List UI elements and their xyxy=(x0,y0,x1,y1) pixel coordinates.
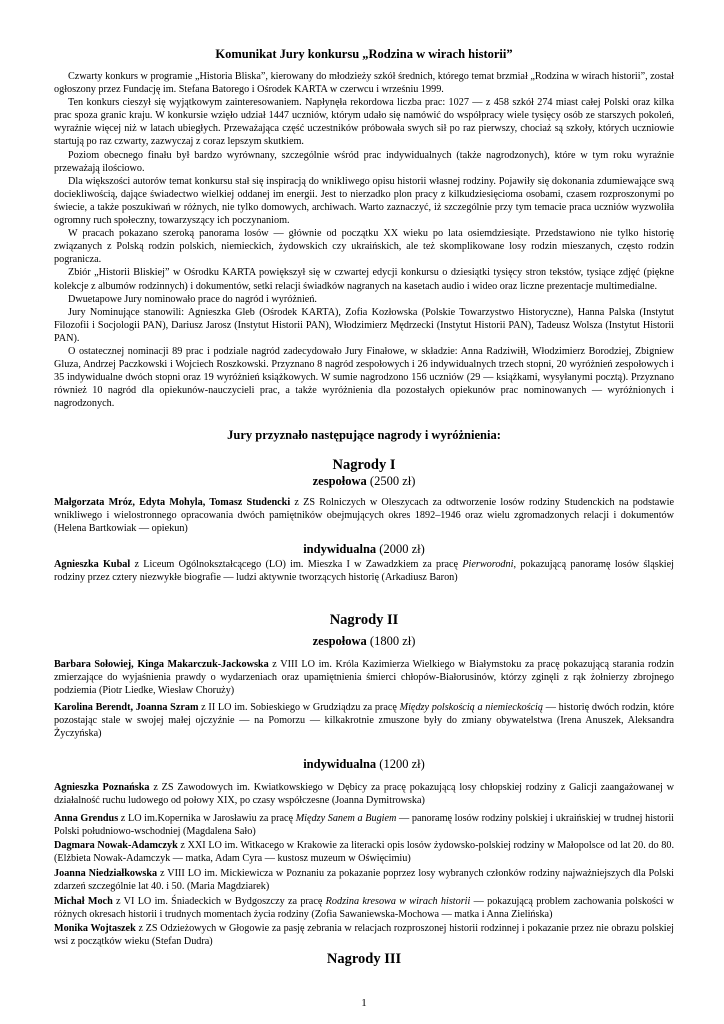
page-number: 1 xyxy=(361,997,367,1009)
nagrody-2-indywidualna-heading xyxy=(54,757,674,772)
award-description: z VIII LO im. Króla Kazimierza Wielkiego w Białymstoku za pracę pokazującą starania rodzin zmierzające do wyjaśnienia prawdy o wydarzeniach oraz upamiętnienia śmierci chłopów-Białorusinów, którzy zginęli z rąk żołnierzy zbrojnego podziemia (Piotr Liedke, Wiesław Choruży) xyxy=(54,659,674,697)
category-label: indywidualna xyxy=(303,757,377,771)
award-entry xyxy=(54,701,674,740)
award-description: z VI LO im. Śniadeckich w Bydgoszczy za pracę xyxy=(112,896,326,907)
award-entry xyxy=(54,558,674,584)
laureate-names: Michał Moch xyxy=(54,896,113,907)
category-label: indywidualna xyxy=(303,542,377,556)
nagrody-2-heading: Nagrody II xyxy=(329,612,399,628)
award-entry xyxy=(54,867,674,893)
award-entry xyxy=(54,812,674,838)
intro-paragraph: Poziom obecnego finału był bardzo wyrównany, szczególnie wśród prac indywidualnych (także nagrodzonych), które w tym roku wyraźnie przeważają ilościowo. xyxy=(54,149,674,174)
award-description: z VIII LO im. Mickiewicza w Poznaniu za pokazanie poprzez losy wybranych członków rodziny najważniejszych dla Polski zdarzeń szczególnie lat 40. i 50. (Maria Magdziarek) xyxy=(54,868,674,893)
intro-paragraph: O ostatecznej nominacji 89 prac i podziale nagród zadecydowało Jury Finałowe, w składzie: Anna Radziwiłł, Włodzimierz Borodziej, Zbigniew Gluza, Andrzej Paczkowski i Wojciech Roszkowski. Przyznano 8 nagród zespołowych i 26 indywidualnych trzech stopni, 20 wyróżnień zespołowych i 35 indywidualne dwóch stopni oraz 19 wyróżnień książkowych. W sumie nagrodzono 156 uczniów (29 — książkami, wysyłanymi pocztą). Przyznano również 10 nagród dla opiekunów-nauczycieli prac, a także wyróżnienia dla pozostałych opiekunów prac nominowanych — wyróżnionych i nagrodzonych. xyxy=(54,345,674,410)
document-title: Komunikat Jury konkursu „Rodzina w wirach historii” xyxy=(215,47,513,61)
award-description: — panoramę losów rodziny polskiej i ukraińskiej w trudnej historii Polski południowo-wschodniej (Magdalena Sało) xyxy=(54,813,674,838)
award-description: — pokazującą problem zachowania polskości w różnych okresach historii i trudnych momentach życia rodziny (Zofia Sawaniewska-Mochowa — matka i Anna Zielińska) xyxy=(54,896,674,921)
work-title: Między polskością a niemieckością xyxy=(399,702,543,713)
laureate-names: Monika Wojtaszek xyxy=(54,923,136,934)
nagrody-1-indywidualna-heading xyxy=(54,542,674,557)
laureate-names: Małgorzata Mróz, Edyta Mohyla, Tomasz Studencki xyxy=(54,497,291,508)
intro-paragraph: Czwarty konkurs w programie „Historia Bliska”, kierowany do młodzieży szkół średnich, którego temat brzmiał „Rodzina w wirach historii”, został ogłoszony przez Fundację im. Stefana Batorego i Ośrodek KARTA w czerwcu i wrześniu 1999. xyxy=(54,71,674,96)
award-description: z LO im.Kopernika w Jarosławiu za pracę xyxy=(118,813,296,824)
intro-paragraph: Dwuetapowe Jury nominowało prace do nagród i wyróżnień. xyxy=(68,293,317,305)
category-label: zespołowa xyxy=(312,474,367,488)
laureate-names: Barbara Sołowiej, Kinga Makarczuk-Jackowska xyxy=(54,659,269,670)
award-entry xyxy=(54,781,674,807)
work-title: Pierworodni xyxy=(462,559,514,570)
laureate-names: Agnieszka Kubal xyxy=(54,559,131,570)
laureate-names: Joanna Niedziałkowska xyxy=(54,868,158,879)
nagrody-1-zespolowa-heading xyxy=(54,474,674,489)
work-title: Rodzina kresowa w wirach historii xyxy=(325,896,471,907)
intro-paragraph: Zbiór „Historii Bliskiej” w Ośrodku KARTA powiększył się w czwartej edycji konkursu o dziesiątki tysięcy stron tekstów, tysiące zdjęć (piękne kolekcje z albumów rodzinnych) i dokumentów, setki relacji świadków nagranych na kasetach audio i wideo oraz liczne prezentacje multimedialne. xyxy=(54,267,674,292)
award-description: z ZS Rolniczych w Oleszycach za odtworzenie losów rodziny Studenckich na podstawie wnikliwego i wielostronnego opracowania dwóch pamiętników obejmujących okres 1892–1946 oraz wielu zgromadzonych relacji i dokumentów (Helena Bartkowiak — opiekun) xyxy=(54,497,675,535)
intro-paragraph: W pracach pokazano szeroką panorama losów — głównie od początku XX wieku po lata osiemdziesiąte. Przedstawiono nie tylko historię związanych z Polską rodzin polskich, niemieckich, żydowskich czy ukraińskich, ale też skomplikowane losy rodzin mieszanych, często rodzin pogranicza. xyxy=(54,228,674,266)
category-label: zespołowa xyxy=(312,634,367,648)
laureate-names: Agnieszka Poznańska xyxy=(54,782,150,793)
award-entry xyxy=(54,839,674,865)
prize-amount: (2000 zł) xyxy=(379,542,425,556)
nagrody-3-heading: Nagrody III xyxy=(326,951,402,967)
nagrody-1-heading: Nagrody I xyxy=(332,457,396,473)
award-description: z XXI LO im. Witkacego w Krakowie za literacki opis losów żydowsko-polskiej rodziny w Małopolsce od lat 20. do 80. (Elżbieta Nowak-Adamczyk — matka, Adam Cyra — kustosz muzeum w Oświęcimiu) xyxy=(54,840,674,865)
award-description: — historię dwóch rodzin, które pozostając stale w swojej małej ojczyźnie — na Pomorzu — kilkakrotnie zmuszone były do zmiany obywatelstwa (Irena Anuszek, Aleksandra Życzyńska) xyxy=(54,702,674,740)
prize-amount: (1800 zł) xyxy=(369,634,416,648)
laureate-names: Anna Grendus xyxy=(54,813,119,824)
intro-paragraph: Ten konkurs cieszył się wyjątkowym zainteresowaniem. Napłynęła rekordowa liczba prac: 1027 — z 458 szkół 274 miast całej Polski oraz kilka prac spoza granic kraju. W konkursie wzięło udział 1447 uczniów, którym udało się namówić do współpracy wiele tysięcy osób ze starszych pokoleń, wyraźnie więcej niż w latach ubiegłych. Przeważająca część uczestników próbowała swych sił po raz pierwszy, chociaż są szkoły, których uczniowie startują po raz czwarty, zazwyczaj z coraz lepszym skutkiem. xyxy=(54,97,674,148)
awards-heading: Jury przyznało następujące nagrody i wyróżnienia: xyxy=(227,428,501,442)
award-entry xyxy=(54,658,674,697)
intro-section xyxy=(54,70,674,410)
intro-paragraph: Jury Nominujące stanowili: Agnieszka Gleb (Ośrodek KARTA), Zofia Kozłowska (Polskie Towarzystwo Historyczne), Hanna Palska (Instytut Filozofii i Socjologii PAN), Dariusz Jarosz (Instytut Historii PAN), Włodzimierz Mędrzecki (Instytut Historii PAN), Tadeusz Wolsza (Instytut Historii PAN). xyxy=(54,306,674,344)
award-description: z ZS Odzieżowych w Głogowie za pasję zebrania w relacjach rozproszonej historii rodzinnej i pokazanie przez nie obrazu polskiej wsi z początków wieku (Stefan Dudra) xyxy=(54,923,674,948)
award-entry xyxy=(54,895,674,921)
prize-amount: (2500 zł) xyxy=(369,474,416,488)
laureate-names: Karolina Berendt, Joanna Szram xyxy=(54,702,199,713)
award-entry xyxy=(54,922,674,948)
award-entry xyxy=(54,496,674,535)
award-description: z ZS Zawodowych im. Kwiatkowskiego w Dębicy za pracę pokazującą losy chłopskiej rodziny z Galicji zaangażowanej w działalność ruchu ludowego od połowy XIX, po czasy współczesne (Joanna Dymitrowska) xyxy=(54,782,674,807)
award-description: z II LO im. Sobieskiego w Grudziądzu za pracę xyxy=(198,702,400,713)
work-title: Między Sanem a Bugiem xyxy=(295,813,397,824)
prize-amount: (1200 zł) xyxy=(379,757,425,771)
laureate-names: Dagmara Nowak-Adamczyk xyxy=(54,840,178,851)
intro-paragraph: Dla większości autorów temat konkursu stał się inspiracją do wnikliwego opisu historii własnej rodziny. Pojawiły się dokonania zdumiewające swą dociekliwością, dające świadectwo wielkiej oddanej im energii. Jest to nierzadko plon pracy z kilkudziesięcioma osobami, czasem rozproszonymi po świecie, a także poszukiwań w różnych, nie tylko domowych, archiwach. Warto zaznaczyć, iż szczególnie przy tym temacie praca uczniów wyzwoliła ogromny ruch społeczny, towarzyszący ich poczynaniom. xyxy=(54,175,674,227)
award-description: z Liceum Ogólnokształcącego (LO) im. Mieszka I w Zawadzkiem za pracę xyxy=(130,559,463,570)
award-description: , pokazującą panoramę losów śląskiej rodziny przez cztery niezwykłe biografie — ludzi aktywnie tworzących historię (Arkadiusz Baron) xyxy=(54,559,674,584)
nagrody-2-zespolowa-heading xyxy=(54,634,674,649)
